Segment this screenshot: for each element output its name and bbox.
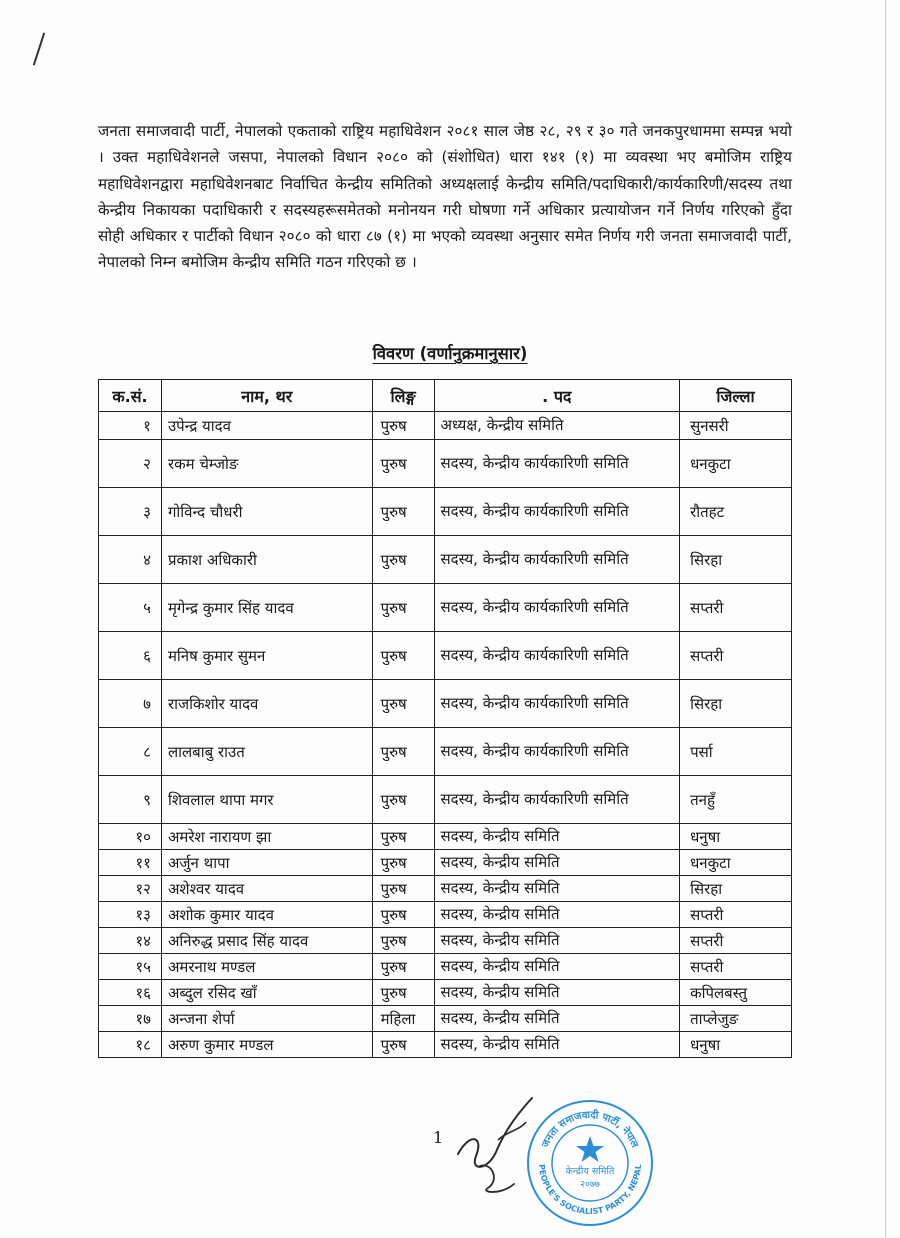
gender-cell: पुरुष <box>372 728 434 776</box>
table-row <box>99 980 792 1006</box>
serial-cell: १६ <box>99 980 162 1006</box>
post-cell: सदस्य, केन्द्रीय कार्यकारिणी समिति <box>434 632 680 680</box>
scan-edge-line <box>885 0 886 1238</box>
pen-stroke-mark <box>33 33 45 66</box>
name-cell: अब्दुल रसिद खाँ <box>161 980 372 1006</box>
seal-center-text: केन्द्रीय समिति <box>565 1166 615 1177</box>
gender-cell: पुरुष <box>372 902 434 928</box>
serial-cell: ५ <box>99 584 162 632</box>
post-cell: सदस्य, केन्द्रीय समिति <box>434 850 680 876</box>
district-cell: रौतहट <box>680 488 792 536</box>
post-cell: सदस्य, केन्द्रीय समिति <box>434 980 680 1006</box>
name-cell: अमरेश नारायण झा <box>161 824 372 850</box>
name-cell: अशोक कुमार यादव <box>161 902 372 928</box>
post-cell: सदस्य, केन्द्रीय कार्यकारिणी समिति <box>434 584 680 632</box>
table-row <box>99 536 792 584</box>
name-cell: गोविन्द चौधरी <box>161 488 372 536</box>
serial-cell: ११ <box>99 850 162 876</box>
district-cell: धनकुटा <box>680 440 792 488</box>
post-cell: सदस्य, केन्द्रीय कार्यकारिणी समिति <box>434 776 680 824</box>
table-row <box>99 488 792 536</box>
table-row <box>99 1032 792 1058</box>
header-gender: लिङ्ग <box>372 380 434 412</box>
name-cell: राजकिशोर यादव <box>161 680 372 728</box>
district-cell: ताप्लेजुङ <box>680 1006 792 1032</box>
name-cell: अनिरुद्ध प्रसाद सिंह यादव <box>161 928 372 954</box>
committee-table <box>98 379 792 1058</box>
gender-cell: पुरुष <box>372 632 434 680</box>
name-cell: अर्जुन थापा <box>161 850 372 876</box>
post-cell: सदस्य, केन्द्रीय समिति <box>434 1032 680 1058</box>
post-cell: सदस्य, केन्द्रीय कार्यकारिणी समिति <box>434 728 680 776</box>
gender-cell: पुरुष <box>372 440 434 488</box>
table-row <box>99 876 792 902</box>
section-heading <box>0 341 900 364</box>
district-cell: सुनसरी <box>680 412 792 440</box>
serial-cell: १२ <box>99 876 162 902</box>
name-cell: अन्जना शेर्पा <box>161 1006 372 1032</box>
post-cell: सदस्य, केन्द्रीय कार्यकारिणी समिति <box>434 488 680 536</box>
name-cell: लालबाबु राउत <box>161 728 372 776</box>
district-cell: सप्तरी <box>680 902 792 928</box>
table-body <box>99 412 792 1058</box>
section-heading-text: विवरण (वर्णानुक्रमानुसार) <box>372 344 528 363</box>
name-cell: मनिष कुमार सुमन <box>161 632 372 680</box>
name-cell: शिवलाल थापा मगर <box>161 776 372 824</box>
district-cell: कपिलबस्तु <box>680 980 792 1006</box>
serial-cell: १७ <box>99 1006 162 1032</box>
post-cell: सदस्य, केन्द्रीय कार्यकारिणी समिति <box>434 680 680 728</box>
header-district: जिल्ला <box>680 380 792 412</box>
post-cell: सदस्य, केन्द्रीय समिति <box>434 954 680 980</box>
table-row <box>99 632 792 680</box>
gender-cell: पुरुष <box>372 488 434 536</box>
gender-cell: पुरुष <box>372 928 434 954</box>
name-cell: उपेन्द्र यादव <box>161 412 372 440</box>
table-row <box>99 824 792 850</box>
intro-paragraph: जनता समाजवादी पार्टी, नेपालको एकताको राष्ट्रिय महाधिवेशन २०८१ साल जेष्ठ २८, २९ र ३० गते जनकपुरधाममा सम्पन्न भयो । उक्त महाधिवेशनले जसपा, नेपालको विधान २०८० को (संशोधित) धारा १४१ (१) मा व्यवस्था भए बमोजिम राष्ट्रिय महाधिवेशनद्वारा महाधिवेशनबाट निर्वाचित केन्द्रीय समितिको अध्यक्षलाई केन्द्रीय समिति/पदाधिकारी/कार्यकारिणी/सदस्य तथा केन्द्रीय निकायका पदाधिकारी र सदस्यहरूसमेतको मनोनयन गरी घोषणा गर्ने अधिकार प्रत्यायोजन गर्ने निर्णय गरिएको हुँदा सोही अधिकार र पार्टीको विधान २०८० को धारा ८७ (१) मा भएको व्यवस्था अनुसार समेत निर्णय गरी जनता समाजवादी पार्टी, नेपालको निम्न बमोजिम केन्द्रीय समिति गठन गरिएको छ । <box>98 122 792 272</box>
district-cell: सप्तरी <box>680 954 792 980</box>
post-cell: सदस्य, केन्द्रीय समिति <box>434 876 680 902</box>
gender-cell: पुरुष <box>372 954 434 980</box>
post-cell: सदस्य, केन्द्रीय समिति <box>434 1006 680 1032</box>
serial-cell: ७ <box>99 680 162 728</box>
serial-cell: १३ <box>99 902 162 928</box>
table-row <box>99 412 792 440</box>
gender-cell: पुरुष <box>372 850 434 876</box>
serial-cell: ६ <box>99 632 162 680</box>
district-cell: धनकुटा <box>680 850 792 876</box>
header-name: नाम, थर <box>161 380 372 412</box>
table-row <box>99 928 792 954</box>
name-cell: प्रकाश अधिकारी <box>161 536 372 584</box>
table-header-row <box>99 380 792 412</box>
table-row <box>99 584 792 632</box>
district-cell: तनहुँ <box>680 776 792 824</box>
district-cell: सिरहा <box>680 536 792 584</box>
serial-cell: २ <box>99 440 162 488</box>
gender-cell: पुरुष <box>372 824 434 850</box>
district-cell: धनुषा <box>680 1032 792 1058</box>
table-row <box>99 1006 792 1032</box>
table-row <box>99 776 792 824</box>
serial-cell: १४ <box>99 928 162 954</box>
gender-cell: पुरुष <box>372 980 434 1006</box>
party-seal-stamp <box>525 1098 655 1228</box>
serial-cell: ३ <box>99 488 162 536</box>
serial-cell: १८ <box>99 1032 162 1058</box>
table-row <box>99 728 792 776</box>
gender-cell: पुरुष <box>372 536 434 584</box>
district-cell: सप्तरी <box>680 632 792 680</box>
seal-top-text: जनता समाजवादी पार्टी, नेपाल <box>540 1109 640 1150</box>
page-number: 1 <box>433 1128 444 1147</box>
gender-cell: पुरुष <box>372 412 434 440</box>
seal-bottom-text: PEOPLE'S SOCIALIST PARTY, NEPAL <box>536 1163 644 1217</box>
serial-cell: १० <box>99 824 162 850</box>
district-cell: सिरहा <box>680 680 792 728</box>
gender-cell: पुरुष <box>372 776 434 824</box>
table-row <box>99 680 792 728</box>
name-cell: रकम चेम्जोङ <box>161 440 372 488</box>
district-cell: सप्तरी <box>680 928 792 954</box>
name-cell: अरुण कुमार मण्डल <box>161 1032 372 1058</box>
serial-cell: ४ <box>99 536 162 584</box>
serial-cell: ९ <box>99 776 162 824</box>
table-row <box>99 850 792 876</box>
gender-cell: पुरुष <box>372 1032 434 1058</box>
district-cell: सप्तरी <box>680 584 792 632</box>
name-cell: मृगेन्द्र कुमार सिंह यादव <box>161 584 372 632</box>
header-serial: क.सं. <box>99 380 162 412</box>
name-cell: अमरनाथ मण्डल <box>161 954 372 980</box>
district-cell: धनुषा <box>680 824 792 850</box>
gender-cell: पुरुष <box>372 584 434 632</box>
post-cell: सदस्य, केन्द्रीय समिति <box>434 928 680 954</box>
serial-cell: १ <box>99 412 162 440</box>
post-cell: सदस्य, केन्द्रीय समिति <box>434 902 680 928</box>
post-cell: सदस्य, केन्द्रीय कार्यकारिणी समिति <box>434 440 680 488</box>
table-row <box>99 902 792 928</box>
table-row <box>99 440 792 488</box>
name-cell: अशेश्वर यादव <box>161 876 372 902</box>
seal-year-text: २०७७ <box>580 1179 600 1190</box>
district-cell: पर्सा <box>680 728 792 776</box>
table-row <box>99 954 792 980</box>
serial-cell: १५ <box>99 954 162 980</box>
post-cell: अध्यक्ष, केन्द्रीय समिति <box>434 412 680 440</box>
gender-cell: पुरुष <box>372 680 434 728</box>
gender-cell: महिला <box>372 1006 434 1032</box>
post-cell: सदस्य, केन्द्रीय कार्यकारिणी समिति <box>434 536 680 584</box>
gender-cell: पुरुष <box>372 876 434 902</box>
serial-cell: ८ <box>99 728 162 776</box>
post-cell: सदस्य, केन्द्रीय समिति <box>434 824 680 850</box>
header-post: . पद <box>434 380 680 412</box>
district-cell: सिरहा <box>680 876 792 902</box>
